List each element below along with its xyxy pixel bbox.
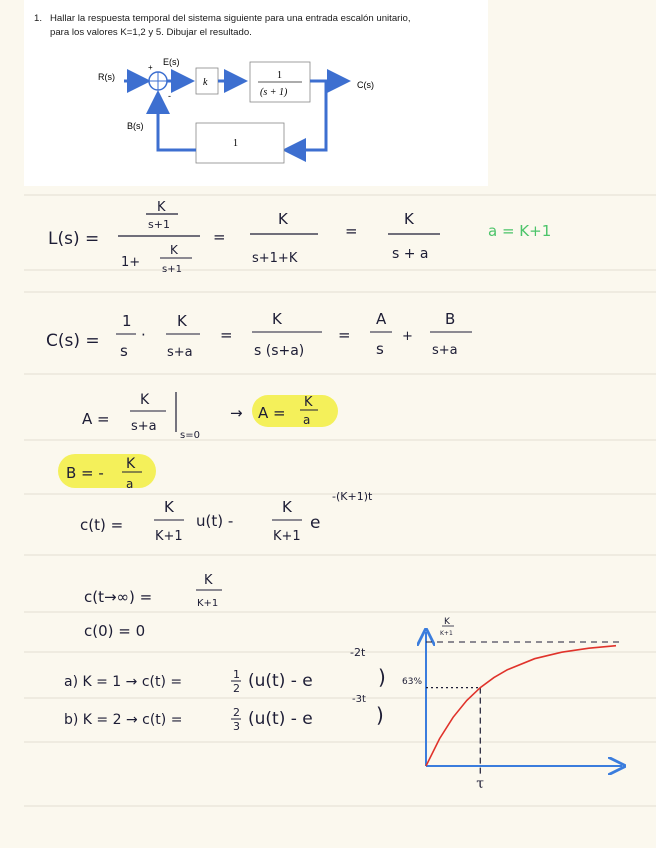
l9-label: b) K = 2 → c(t) = xyxy=(64,712,183,728)
graph-level-label: 63% xyxy=(402,677,423,687)
l9-frac-den: 3 xyxy=(233,720,240,733)
l3-lhs: A = xyxy=(82,410,110,428)
l8-exp: -2t xyxy=(350,646,366,659)
plus-sign: + xyxy=(148,63,153,72)
l2-f5-den: s+a xyxy=(432,343,458,358)
l2-eq2: = xyxy=(338,326,351,344)
l5-f2-den: K+1 xyxy=(273,529,301,544)
l2-f5-num: B xyxy=(445,310,456,328)
l3-res-lhs: A = xyxy=(258,404,286,422)
l5-e: e xyxy=(310,513,321,533)
l4-num: K xyxy=(126,456,136,472)
l2-f3-den: s (s+a) xyxy=(254,343,305,359)
l2-f2-den: s+a xyxy=(167,345,193,360)
minus-sign: - xyxy=(168,91,171,101)
l3-den: s+a xyxy=(131,419,157,434)
graph-tau-label: τ xyxy=(476,776,485,792)
l1-eq2: = xyxy=(345,222,358,240)
graph-y-label-num: K xyxy=(444,617,450,627)
l9-body: (u(t) - e xyxy=(248,709,313,729)
error-signal-label: E(s) xyxy=(163,57,180,67)
plant-numerator: 1 xyxy=(277,70,282,81)
l2-f1-den: s xyxy=(120,342,128,360)
l2-f1-num: 1 xyxy=(122,312,132,330)
gain-label: k xyxy=(203,77,208,88)
l3-res-den: a xyxy=(303,413,311,427)
l5-u: u(t) - xyxy=(196,512,234,530)
l3-eval: s=0 xyxy=(180,430,200,441)
problem-text-line-2: para los valores K=1,2 y 5. Dibujar el resultado. xyxy=(50,27,252,38)
graph-response-curve xyxy=(426,646,616,766)
l3-num: K xyxy=(140,392,150,408)
l3-res-num: K xyxy=(304,395,313,410)
l2-eq1: = xyxy=(220,326,233,344)
l2-f3-num: K xyxy=(272,310,282,328)
l8-frac-num: 1 xyxy=(233,668,240,681)
problem-text-line-1: Hallar la respuesta temporal del sistema siguiente para una entrada escalón unitario, xyxy=(50,13,411,24)
l9-frac-num: 2 xyxy=(233,706,240,719)
l1-den-num: K xyxy=(170,243,178,257)
l1-f2-num: K xyxy=(278,210,288,228)
l1-aside-a-def: a = K+1 xyxy=(488,222,552,240)
l6-num: K xyxy=(204,573,213,588)
l6-den: K+1 xyxy=(197,598,219,609)
l3-arrow: → xyxy=(230,404,243,422)
l2-lhs: C(s) = xyxy=(46,331,100,351)
l2-dot: · xyxy=(141,326,146,344)
l5-f2-num: K xyxy=(282,498,292,516)
l5-f1-num: K xyxy=(164,498,174,516)
l1-f3-den: s + a xyxy=(392,246,429,262)
l4-den: a xyxy=(126,477,134,491)
l1-eq1: = xyxy=(213,228,226,246)
output-signal-label: C(s) xyxy=(357,80,374,90)
l8-body: (u(t) - e xyxy=(248,671,313,691)
feedback-block-label: 1 xyxy=(233,138,238,149)
l1-den-pre: 1+ xyxy=(121,255,141,270)
l1-den-den: s+1 xyxy=(162,264,182,275)
l2-f2-num: K xyxy=(177,312,187,330)
l5-f1-den: K+1 xyxy=(155,529,183,544)
l7-text: c(0) = 0 xyxy=(84,622,146,640)
l5-exp: -(K+1)t xyxy=(332,490,373,503)
feedback-signal-label: B(s) xyxy=(127,121,144,131)
l1-inner-num: K xyxy=(157,200,166,215)
l1-inner-den: s+1 xyxy=(148,218,170,231)
l2-plus: + xyxy=(402,329,413,344)
l2-f4-den: s xyxy=(376,340,384,358)
l9-exp: -3t xyxy=(352,694,366,705)
l4-lhs: B = - xyxy=(66,464,104,482)
l8-close: ) xyxy=(378,665,386,689)
l1-f3-num: K xyxy=(404,210,414,228)
problem-number: 1. xyxy=(34,13,43,24)
l1-f2-den: s+1+K xyxy=(252,251,298,266)
l8-frac-den: 2 xyxy=(233,682,240,695)
graph-y-label-den: K+1 xyxy=(440,630,453,637)
l9-close: ) xyxy=(376,703,384,727)
step-response-graph xyxy=(402,617,622,792)
l2-f4-num: A xyxy=(376,310,387,328)
input-signal-label: R(s) xyxy=(98,72,115,82)
l1-lhs: L(s) = xyxy=(48,229,100,249)
l5-lhs: c(t) = xyxy=(80,516,124,534)
l8-label: a) K = 1 → c(t) = xyxy=(64,674,183,690)
l6-lhs: c(t→∞) = xyxy=(84,588,153,606)
plant-denominator: (s + 1) xyxy=(260,87,288,98)
